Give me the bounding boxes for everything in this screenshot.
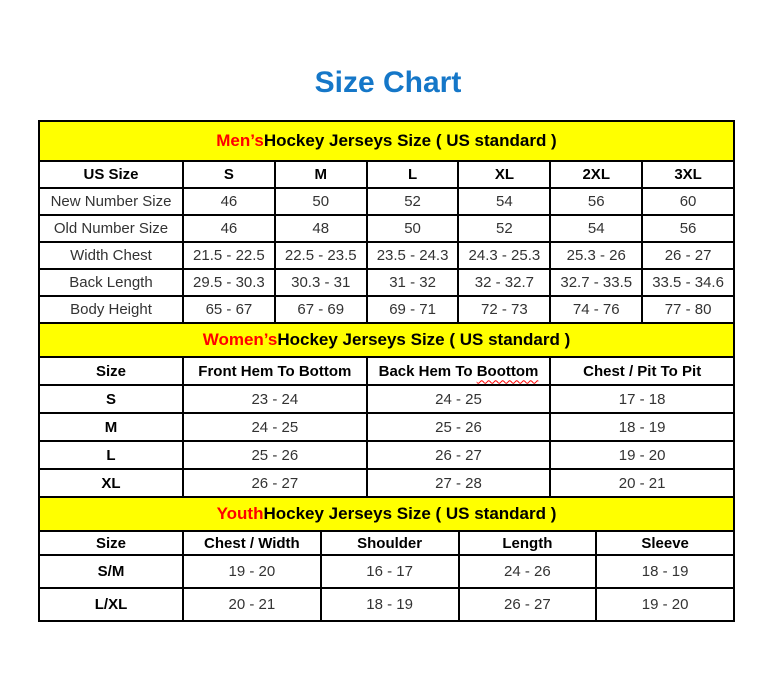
size-value-cell: 19 - 20 [596, 588, 734, 621]
table-header-row [39, 161, 734, 188]
column-header: Size [39, 357, 183, 385]
size-value-cell: 33.5 - 34.6 [642, 269, 734, 296]
size-value-cell: 60 [642, 188, 734, 215]
size-value-cell: 26 - 27 [459, 588, 597, 621]
size-value-cell: 16 - 17 [321, 555, 459, 588]
banner-highlight: Men’s [216, 131, 264, 150]
size-value-cell: 25 - 26 [367, 413, 551, 441]
size-value-cell: 20 - 21 [550, 469, 734, 497]
row-label: XL [39, 469, 183, 497]
size-value-cell: 50 [275, 188, 367, 215]
table-row [39, 555, 734, 588]
size-value-cell: 69 - 71 [367, 296, 459, 323]
size-value-cell: 30.3 - 31 [275, 269, 367, 296]
size-value-cell: 32.7 - 33.5 [550, 269, 642, 296]
youth-section-banner [38, 496, 735, 532]
size-value-cell: 26 - 27 [367, 441, 551, 469]
banner-text: Hockey Jerseys Size ( US standard ) [263, 131, 557, 150]
misspelled-word: Boottom [476, 362, 539, 380]
row-label: New Number Size [39, 188, 183, 215]
size-value-cell: 29.5 - 30.3 [183, 269, 275, 296]
row-label: Old Number Size [39, 215, 183, 242]
column-header: Chest / Pit To Pit [550, 357, 734, 385]
womens-size-table [38, 356, 735, 498]
size-value-cell: 72 - 73 [458, 296, 550, 323]
size-value-cell: 32 - 32.7 [458, 269, 550, 296]
row-label: Back Length [39, 269, 183, 296]
row-label: Width Chest [39, 242, 183, 269]
table-row [39, 441, 734, 469]
row-label: Body Height [39, 296, 183, 323]
banner-text: Hockey Jerseys Size ( US standard ) [277, 330, 571, 349]
size-value-cell: 50 [367, 215, 459, 242]
size-value-cell: 24 - 25 [367, 385, 551, 413]
size-value-cell: 46 [183, 188, 275, 215]
size-value-cell: 48 [275, 215, 367, 242]
table-row [39, 242, 734, 269]
size-value-cell: 23 - 24 [183, 385, 367, 413]
column-header: Chest / Width [183, 531, 321, 555]
size-value-cell: 19 - 20 [550, 441, 734, 469]
size-value-cell: 21.5 - 22.5 [183, 242, 275, 269]
size-value-cell: 26 - 27 [642, 242, 734, 269]
size-value-cell: 52 [458, 215, 550, 242]
row-label: S/M [39, 555, 183, 588]
size-value-cell: 18 - 19 [321, 588, 459, 621]
column-header: XL [458, 161, 550, 188]
size-value-cell: 24.3 - 25.3 [458, 242, 550, 269]
row-label: M [39, 413, 183, 441]
column-header: M [275, 161, 367, 188]
banner-text: Hockey Jerseys Size ( US standard ) [263, 504, 557, 523]
size-value-cell: 74 - 76 [550, 296, 642, 323]
row-label: L/XL [39, 588, 183, 621]
column-header: Size [39, 531, 183, 555]
size-value-cell: 19 - 20 [183, 555, 321, 588]
size-value-cell: 52 [367, 188, 459, 215]
column-header: Sleeve [596, 531, 734, 555]
column-header: Front Hem To Bottom [183, 357, 367, 385]
size-chart-table [38, 120, 735, 622]
size-value-cell: 23.5 - 24.3 [367, 242, 459, 269]
size-value-cell: 24 - 26 [459, 555, 597, 588]
size-value-cell: 25.3 - 26 [550, 242, 642, 269]
size-value-cell: 31 - 32 [367, 269, 459, 296]
column-header [367, 357, 551, 385]
column-header: Length [459, 531, 597, 555]
mens-section-banner [38, 120, 735, 162]
size-value-cell: 26 - 27 [183, 469, 367, 497]
size-value-cell: 25 - 26 [183, 441, 367, 469]
table-row [39, 413, 734, 441]
table-header-row [39, 357, 734, 385]
table-row [39, 269, 734, 296]
size-value-cell: 54 [550, 215, 642, 242]
column-header: S [183, 161, 275, 188]
size-value-cell: 54 [458, 188, 550, 215]
size-value-cell: 22.5 - 23.5 [275, 242, 367, 269]
column-header: Shoulder [321, 531, 459, 555]
size-value-cell: 24 - 25 [183, 413, 367, 441]
table-row [39, 385, 734, 413]
banner-highlight: Women’s [202, 330, 278, 349]
page-title: Size Chart [314, 66, 462, 99]
column-header: 3XL [642, 161, 734, 188]
size-value-cell: 56 [642, 215, 734, 242]
row-label: S [39, 385, 183, 413]
table-header-row [39, 531, 734, 555]
mens-size-table [38, 160, 735, 324]
row-label: L [39, 441, 183, 469]
size-value-cell: 17 - 18 [550, 385, 734, 413]
table-row [39, 188, 734, 215]
size-value-cell: 18 - 19 [550, 413, 734, 441]
size-value-cell: 18 - 19 [596, 555, 734, 588]
size-value-cell: 77 - 80 [642, 296, 734, 323]
table-row [39, 469, 734, 497]
banner-highlight: Youth [216, 504, 264, 523]
column-header: 2XL [550, 161, 642, 188]
size-value-cell: 46 [183, 215, 275, 242]
size-value-cell: 27 - 28 [367, 469, 551, 497]
size-value-cell: 56 [550, 188, 642, 215]
womens-section-banner [38, 322, 735, 358]
size-value-cell: 20 - 21 [183, 588, 321, 621]
table-row [39, 588, 734, 621]
youth-size-table [38, 530, 735, 622]
table-row [39, 296, 734, 323]
column-header-text: Back Hem To [378, 362, 477, 380]
column-header: L [367, 161, 459, 188]
size-value-cell: 65 - 67 [183, 296, 275, 323]
table-row [39, 215, 734, 242]
size-value-cell: 67 - 69 [275, 296, 367, 323]
column-header: US Size [39, 161, 183, 188]
